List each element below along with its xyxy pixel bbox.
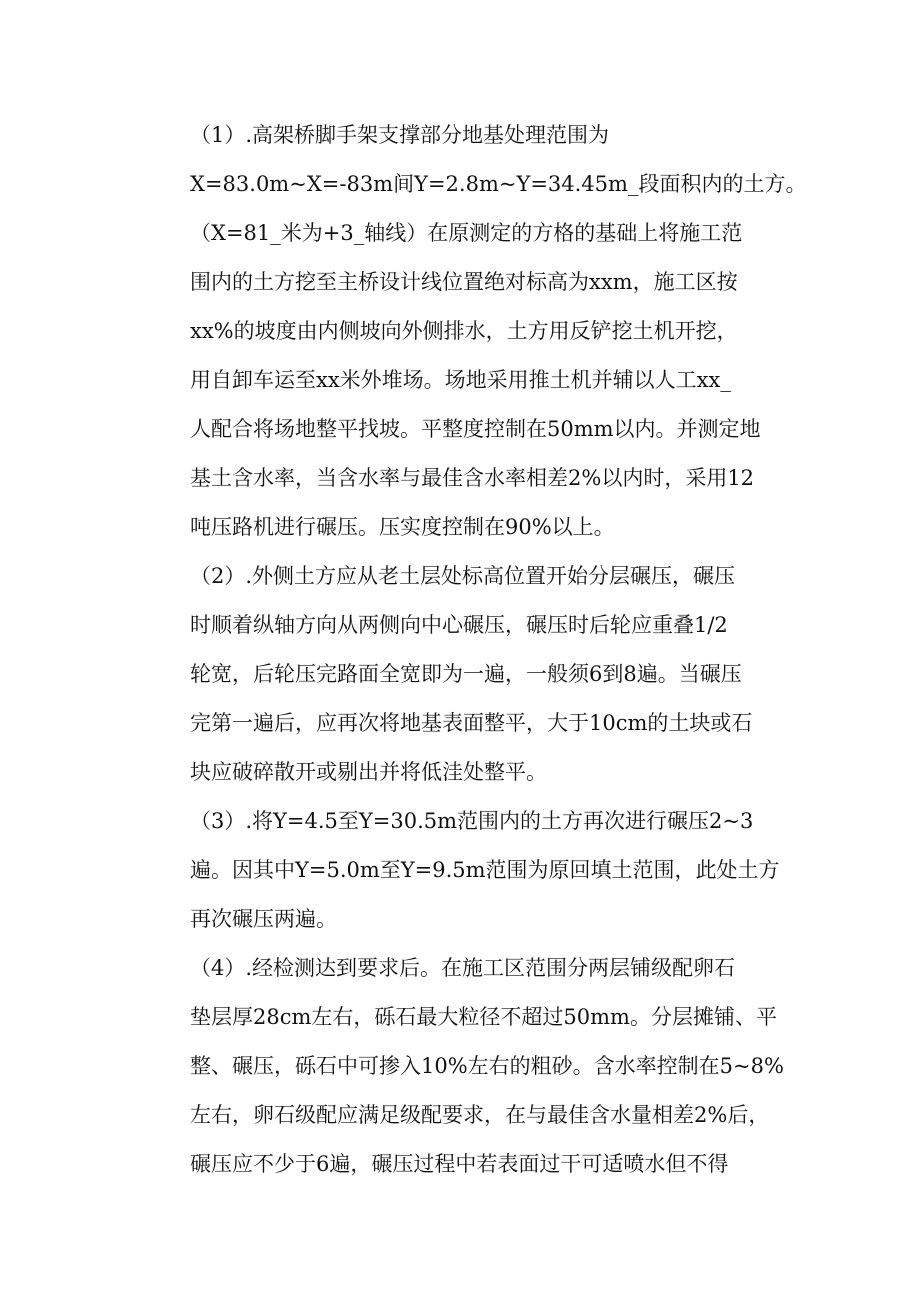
- text-line: （1）.高架桥脚手架支撑部分地基处理范围为: [190, 123, 610, 147]
- text-line: 时顺着纵轴方向从两侧向中心碾压，碾压时后轮应重叠1/2: [190, 613, 728, 637]
- text-line: 整、碾压，砾石中可掺入10%左右的粗砂。含水率控制在5~8%: [190, 1054, 784, 1078]
- text-line: 垫层厚28cm左右，砾石最大粒径不超过50mm。分层摊铺、平: [190, 1005, 777, 1029]
- text-line: 轮宽，后轮压完路面全宽即为一遍，一般须6到8遍。当碾压: [190, 662, 742, 686]
- text-line: X=83.0m~X=-83m间Y=2.8m~Y=34.45m_段面积内的土方。: [190, 172, 807, 196]
- text-line: 遍。因其中Y=5.0m至Y=9.5m范围为原回填土范围，此处土方: [190, 858, 780, 882]
- text-line: 左右，卵石级配应满足级配要求，在与最佳含水量相差2%后，: [190, 1103, 770, 1127]
- text-line: （X=81_米为+3_轴线）在原测定的方格的基础上将施工范: [190, 221, 743, 245]
- text-line: 再次碾压两遍。: [190, 907, 337, 931]
- text-line: 块应破碎散开或剔出并将低洼处整平。: [190, 760, 547, 784]
- text-line: 围内的土方挖至主桥设计线位置绝对标高为xxm，施工区按: [190, 270, 738, 294]
- text-line: 基土含水率，当含水率与最佳含水率相差2%以内时，采用12: [190, 466, 755, 490]
- text-line: 完第一遍后，应再次将地基表面整平，大于10cm的土块或石: [190, 711, 753, 735]
- text-line: xx%的坡度由内侧坡向外侧排水，土方用反铲挖土机开挖，: [190, 319, 738, 343]
- text-line: （2）.外侧土方应从老土层处标高位置开始分层碾压，碾压: [190, 564, 736, 588]
- text-line: （3）.将Y=4.5至Y=30.5m范围内的土方再次进行碾压2~3: [190, 809, 754, 833]
- text-line: 吨压路机进行碾压。压实度控制在90%以上。: [190, 515, 615, 539]
- text-line: 人配合将场地整平找坡。平整度控制在50mm以内。并测定地: [190, 417, 761, 441]
- text-line: （4）.经检测达到要求后。在施工区范围分两层铺级配卵石: [190, 956, 736, 980]
- text-line: 用自卸车运至xx米外堆场。场地采用推土机并辅以人工xx_: [190, 368, 731, 392]
- text-line: 碾压应不少于6遍，碾压过程中若表面过干可适喷水但不得: [190, 1152, 729, 1176]
